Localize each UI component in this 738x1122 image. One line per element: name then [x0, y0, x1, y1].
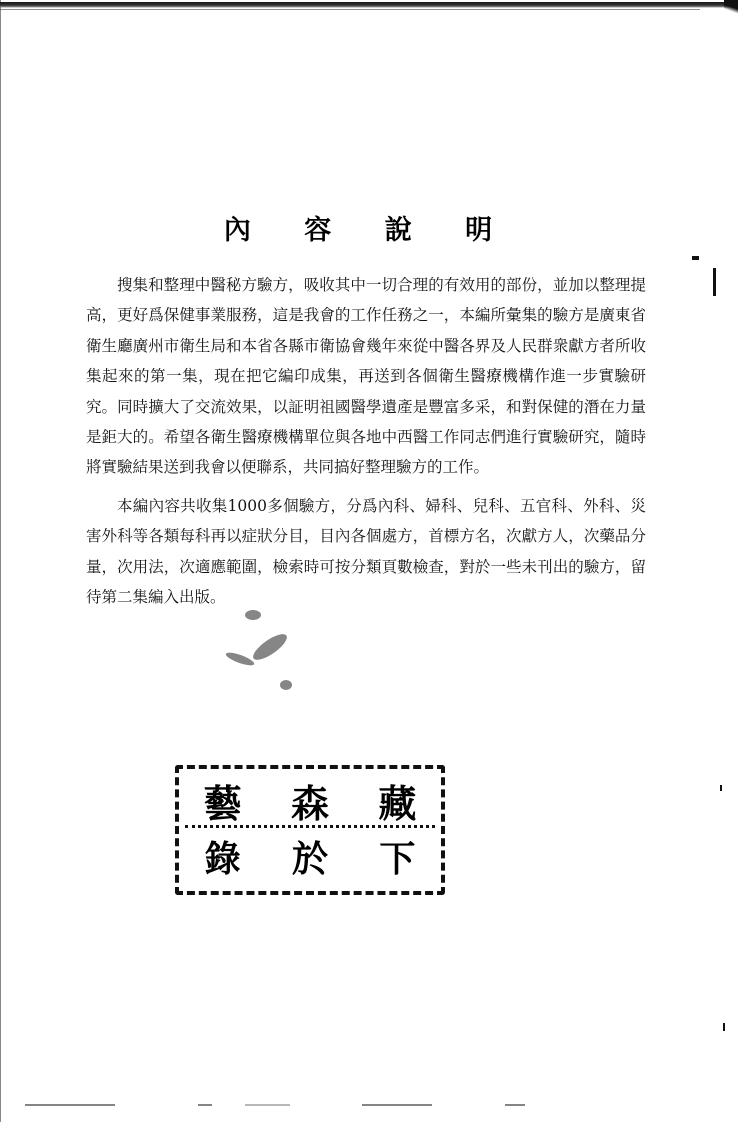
- paragraph-2: 本編內容共收集1000多個驗方，分爲內科、婦科、兒科、五官科、外科、災害外科等各類每科再以症狀分目，目內各個處方，首標方名，次獻方人，次藥品分量，次用法，次適應範圍，檢索時可按分類頁數檢查，對於一些未刊出的驗方，留待第二集編入出版。: [86, 496, 646, 607]
- stamp-char: 藏: [378, 782, 417, 826]
- stamp-char: 森: [290, 782, 329, 826]
- page-corner-fold: [724, 0, 738, 18]
- ink-smudge: [225, 650, 256, 668]
- page-title: 內 容 說 明: [223, 215, 515, 246]
- margin-mark: [720, 785, 722, 791]
- scan-bottom-noise: [25, 1104, 115, 1106]
- stamp-row-top: [179, 773, 441, 828]
- stamp-row-bottom: [179, 831, 441, 882]
- scan-bottom-noise: [245, 1104, 290, 1106]
- stamp-char: 於: [291, 839, 328, 880]
- margin-mark: [713, 268, 716, 296]
- margin-mark: [723, 1023, 725, 1031]
- scan-bottom-noise: [505, 1104, 525, 1106]
- collector-seal-stamp: [175, 765, 445, 895]
- stamp-char: 下: [379, 839, 416, 880]
- stamp-divider: [185, 825, 435, 828]
- ink-smudge: [245, 610, 261, 620]
- scan-top-border: [0, 2, 738, 8]
- ink-smudge: [250, 630, 291, 664]
- description-body: [86, 270, 646, 612]
- scan-top-line: [0, 9, 700, 10]
- margin-mark: [692, 256, 699, 260]
- scan-bottom-noise: [198, 1104, 212, 1106]
- ink-smudge: [280, 680, 292, 690]
- stamp-char: 錄: [204, 839, 241, 880]
- page-left-edge: [0, 0, 1, 1122]
- paragraph-1: 搜集和整理中醫秘方驗方，吸收其中一切合理的有效用的部份，並加以整理提高，更好爲保健事業服務，這是我會的工作任務之一，本編所彙集的驗方是廣東省衛生廳廣州市衛生局和本省各縣市衛協會幾年來從中醫各界及人民群衆獻方者所收集起來的第一集，現在把它編印成集，再送到各個衛生醫療機構作進一步實驗研究。同時擴大了交流效果，以証明祖國醫學遺產是豐富多采，和對保健的潛在力量是鉅大的。希望各衛生醫療機構單位與各地中西醫工作同志們進行實驗研究，隨時將實驗結果送到我會以便聯系，共同搞好整理驗方的工作。: [86, 276, 646, 477]
- stamp-char: 藝: [203, 782, 242, 826]
- scan-bottom-noise: [362, 1104, 432, 1106]
